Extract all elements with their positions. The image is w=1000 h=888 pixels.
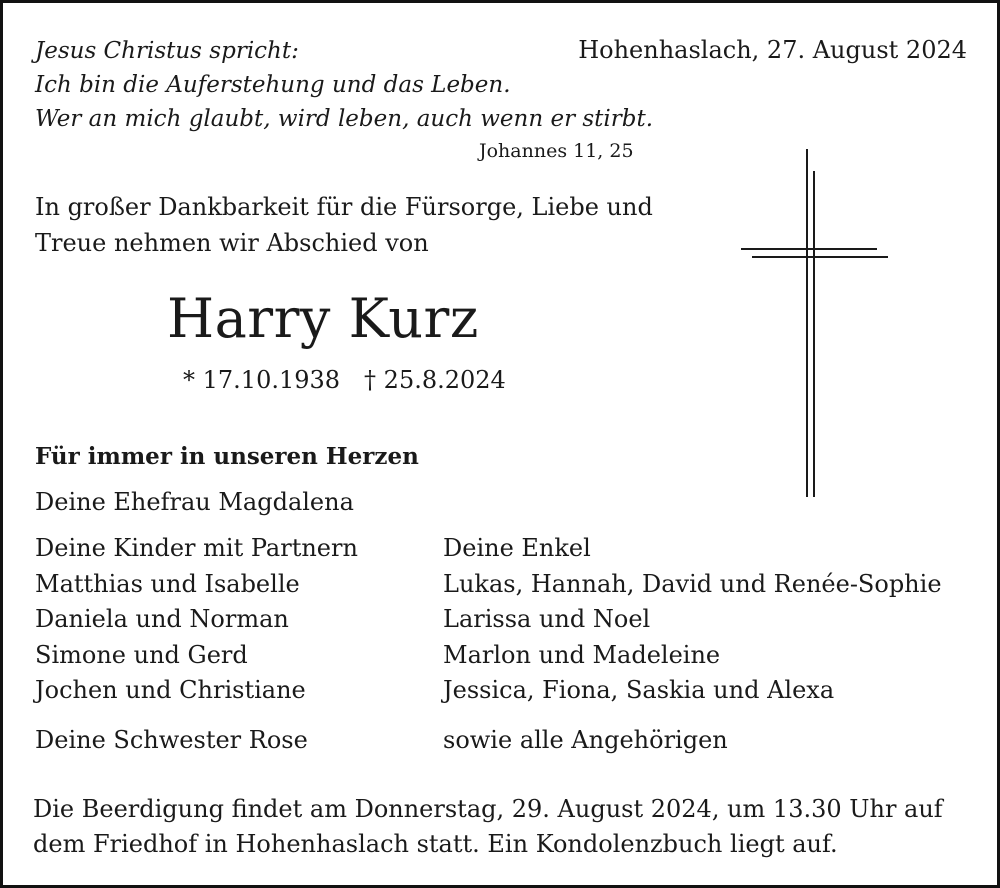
- bible-reference: Johannes 11, 25: [479, 140, 634, 162]
- deceased-name: Harry Kurz: [167, 287, 479, 350]
- funeral-info: [33, 792, 983, 862]
- funeral-line-2: dem Friedhof in Hohenhaslach statt. Ein Kondolenzbuch liegt auf.: [33, 830, 838, 858]
- grandchild-entry: Marlon und Madeleine: [443, 640, 721, 669]
- child-entry: Daniela und Norman: [35, 605, 289, 633]
- grandchild-entry: Larissa und Noel: [443, 605, 651, 633]
- child-entry: Jochen und Christiane: [35, 676, 306, 704]
- child-entry: Simone und Gerd: [35, 640, 248, 669]
- grandchild-entry: Lukas, Hannah, David und Renée-Sophie: [443, 569, 942, 598]
- quote-line-3: Wer an mich glaubt, wird leben, auch wenn er stirbt.: [35, 106, 654, 132]
- grandchild-entry: Jessica, Fiona, Saskia und Alexa: [443, 676, 835, 704]
- motto: Für immer in unseren Herzen: [35, 443, 419, 470]
- funeral-line-1: Die Beerdigung findet am Donnerstag, 29. August 2024, um 13.30 Uhr auf: [33, 795, 943, 823]
- intro-line-2: Treue nehmen wir Abschied von: [35, 229, 429, 257]
- sister: Deine Schwester Rose: [35, 726, 308, 754]
- lifespan: [183, 364, 506, 396]
- birth-date: * 17.10.1938: [183, 366, 341, 394]
- quote-line-1: Jesus Christus spricht:: [35, 38, 299, 64]
- children-column: [35, 531, 358, 709]
- death-date: † 25.8.2024: [364, 366, 506, 394]
- grandchildren-heading: Deine Enkel: [443, 534, 591, 562]
- intro-text: [35, 189, 715, 261]
- quote-line-2: Ich bin die Auferstehung und das Leben.: [35, 72, 511, 98]
- intro-line-1: In großer Dankbarkeit für die Fürsorge, Liebe und: [35, 193, 653, 221]
- children-heading: Deine Kinder mit Partnern: [35, 534, 358, 562]
- spouse: Deine Ehefrau Magdalena: [35, 488, 354, 516]
- relatives: sowie alle Angehörigen: [443, 726, 728, 754]
- grandchildren-column: [443, 531, 942, 709]
- child-entry: Matthias und Isabelle: [35, 569, 300, 598]
- double-line-cross-icon: [733, 143, 893, 503]
- place-date: Hohenhaslach, 27. August 2024: [578, 36, 967, 64]
